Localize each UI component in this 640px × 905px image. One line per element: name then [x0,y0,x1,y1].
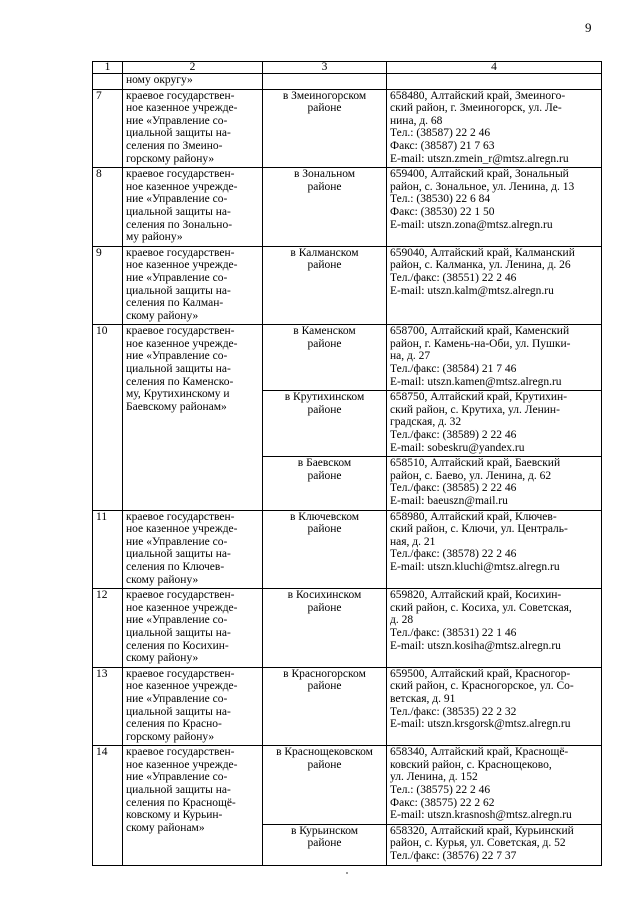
address-cell [387,589,602,668]
email-link[interactable]: E-mail: utszn.kamen@mtsz.alregn.ru [390,375,562,388]
address-line: ковский район, с. Краснощеково, [390,758,552,771]
address-line: 658480, Алтайский край, Змеиного- [390,89,566,102]
address-line: район, с. Курья, ул. Советская, д. 52 [390,837,566,850]
org-line: ное казенное учрежде- [126,180,238,193]
location-line: районе [307,403,342,416]
address-line: 659400, Алтайский край, Зональный [390,168,569,181]
page-number: 9 [585,20,592,35]
email-link[interactable]: E-mail: utszn.zmein_r@mtsz.alregn.ru [390,152,569,165]
address-line: Тел./факс: (38589) 2 22 46 [390,429,517,442]
location-line: районе [307,469,342,482]
location-line: в Каменском [293,325,356,338]
address-line: Факс: (38530) 22 1 50 [390,205,495,218]
row-number-cell: 9 [93,246,123,325]
address-line: Тел.: (38587) 22 2 46 [390,127,491,140]
address-line: 658750, Алтайский край, Крутихин- [390,391,568,404]
org-line: му району» [126,231,183,244]
org-line: ние «Управление со- [126,271,228,284]
org-line: ние «Управление со- [126,350,228,363]
location-cell [263,74,387,90]
address-cell [387,457,602,510]
table-row [93,246,602,325]
address-line: 659040, Алтайский край, Калманский [390,246,575,259]
email-link[interactable]: E-mail: utszn.krasnosh@mtsz.alregn.ru [390,809,572,822]
org-line: скому району» [126,573,199,586]
email-link[interactable]: E-mail: utszn.kosiha@mtsz.alregn.ru [390,639,561,652]
org-line: скому районам» [126,821,205,834]
org-line: ние «Управление со- [126,771,228,784]
address-line: 659500, Алтайский край, Красногор- [390,667,571,680]
org-line: краевое государствен- [126,168,235,181]
location-line: районе [307,102,342,115]
location-line: в Калманском [290,246,359,259]
address-line: 658340, Алтайский край, Краснощё- [390,746,569,759]
org-line: циальной защиты на- [126,363,231,376]
location-cell [263,746,387,825]
org-line: ное казенное учрежде- [126,601,238,614]
org-cell [123,89,263,168]
org-line: горскому району» [126,730,215,743]
continuation-row [93,74,602,90]
location-line: в Крутихинском [284,391,365,404]
org-line: циальной защиты на- [126,784,231,797]
email-link[interactable]: E-mail: utszn.zona@mtsz.alregn.ru [390,218,553,231]
registry-table [92,61,602,866]
location-line: районе [307,259,342,272]
location-cell [263,589,387,668]
row-number-cell: 12 [93,589,123,668]
header-cell: 1 [93,62,123,74]
location-line: в Змеиногорском [282,89,367,102]
table-row [93,325,602,391]
org-line: селения по Красно- [126,718,222,731]
org-line: селения по Краснощё- [126,796,236,809]
location-line: районе [307,758,342,771]
row-number-cell: 14 [93,746,123,865]
org-line: селения по Калман- [126,297,224,310]
org-line: краевое государствен- [126,589,235,602]
location-cell [263,510,387,589]
address-line: район, г. Камень-на-Оби, ул. Пушки- [390,337,571,350]
address-line: ский район, с. Крутиха, ул. Ленин- [390,403,560,416]
email-link[interactable]: E-mail: baeuszn@mail.ru [390,495,508,507]
org-line: скому району» [126,652,199,665]
address-line: Тел./факс: (38578) 22 2 46 [390,548,517,561]
org-line: краевое государствен- [126,325,235,338]
header-row [93,62,602,74]
location-cell [263,824,387,865]
row-number-cell [93,74,123,90]
org-cell [123,667,263,746]
address-line: ная, д. 21 [390,535,436,548]
org-line: ное казенное учрежде- [126,758,238,771]
address-line: 659820, Алтайский край, Косихин- [390,589,562,602]
org-line: ное казенное учрежде- [126,680,238,693]
address-line: 658320, Алтайский край, Курьинский [390,824,574,837]
table-row [93,667,602,746]
address-line: ский район, с. Ключи, ул. Централь- [390,523,568,536]
address-cell [387,667,602,746]
location-line: районе [307,601,342,614]
org-line: селения по Змеино- [126,139,223,152]
location-line: в Баевском [297,457,352,470]
address-line: 658510, Алтайский край, Баевский [390,457,561,470]
scan-speck [346,872,348,874]
org-line: ное казенное учрежде- [126,337,238,350]
address-line: 658980, Алтайский край, Ключев- [390,510,557,523]
org-line: селения по Ключев- [126,560,225,573]
org-line: ние «Управление со- [126,114,228,127]
row-number-cell: 7 [93,89,123,168]
address-line: Тел.: (38530) 22 6 84 [390,193,491,206]
org-line: циальной защиты на- [126,284,231,297]
location-line: в Курьинском [290,824,359,837]
address-line: Тел./факс: (38531) 22 1 46 [390,626,517,639]
address-line: д. 28 [390,614,414,627]
address-line: ветская, д. 91 [390,692,456,705]
org-line: ние «Управление со- [126,614,228,627]
address-line: ский район, г. Змеиногорск, ул. Ле- [390,102,562,115]
address-cell [387,325,602,391]
row-number-cell: 13 [93,667,123,746]
location-line: в Косихинском [287,589,362,602]
header-cell: 4 [387,62,602,74]
address-cell [387,168,602,247]
org-line: скому району» [126,309,199,322]
header-cell: 2 [123,62,263,74]
location-line: в Краснощековском [276,746,373,759]
location-line: районе [307,837,342,850]
email-link[interactable]: E-mail: utszn.krsgorsk@mtsz.alregn.ru [390,718,571,731]
address-cell [387,74,602,90]
address-line: район, с. Зональное, ул. Ленина, д. 13 [390,180,575,193]
org-line: циальной защиты на- [126,205,231,218]
location-cell [263,391,387,457]
address-line: градская, д. 32 [390,416,462,429]
org-cell [123,746,263,865]
address-line: Факс: (38575) 22 2 62 [390,796,495,809]
org-line: краевое государствен- [126,246,235,259]
org-line: циальной защиты на- [126,548,231,561]
row-number-cell: 8 [93,168,123,247]
org-line: ние «Управление со- [126,193,228,206]
address-line: Тел./факс: (38551) 22 2 46 [390,271,517,284]
org-cell [123,589,263,668]
address-line: Тел./факс: (38584) 21 7 46 [390,363,517,376]
org-cell [123,74,263,90]
address-cell [387,391,602,457]
org-cell [123,168,263,247]
org-line: селения по Каменско- [126,375,234,388]
address-cell [387,510,602,589]
org-line: Баевскому районам» [126,400,227,413]
table-row [93,89,602,168]
address-cell [387,824,602,865]
address-line: район, с. Баево, ул. Ленина, д. 62 [390,469,552,482]
org-line: краевое государствен- [126,667,235,680]
address-cell [387,746,602,825]
org-line: горскому району» [126,152,215,165]
address-line: нина, д. 68 [390,114,443,127]
org-line: ковскому и Курьин- [126,809,223,822]
org-line: циальной защиты на- [126,626,231,639]
org-cell [123,325,263,510]
org-line: циальной защиты на- [126,127,231,140]
org-line: селения по Косихин- [126,639,229,652]
table-row [93,589,602,668]
email-link[interactable]: E-mail: sobeskru@yandex.ru [390,441,525,454]
org-cell [123,510,263,589]
row-number-cell: 10 [93,325,123,510]
header-cell: 3 [263,62,387,74]
address-cell [387,246,602,325]
location-line: районе [307,680,342,693]
address-line: ский район, с. Косиха, ул. Советская, [390,601,572,614]
location-line: районе [307,523,342,536]
org-line: циальной защиты на- [126,705,231,718]
address-line: 658700, Алтайский край, Каменский [390,325,570,338]
address-line: Тел.: (38575) 22 2 46 [390,784,491,797]
table-row [93,746,602,825]
org-line: ние «Управление со- [126,535,228,548]
location-line: районе [307,180,342,193]
table-row [93,168,602,247]
org-line: краевое государствен- [126,89,235,102]
location-line: в Ключевском [289,510,360,523]
email-link[interactable]: E-mail: utszn.kalm@mtsz.alregn.ru [390,284,554,297]
address-line: район, с. Калманка, ул. Ленина, д. 26 [390,259,571,272]
org-line: ное казенное учрежде- [126,523,238,536]
location-cell [263,168,387,247]
address-line: Тел./факс: (38535) 22 2 32 [390,705,517,718]
location-line: в Красногорском [283,667,366,680]
table-row [93,510,602,589]
address-line: Тел./факс: (38576) 22 7 37 [390,850,517,863]
location-cell [263,667,387,746]
org-line: му, Крутихинскому и [126,388,230,401]
location-cell [263,325,387,391]
org-line: ное казенное учрежде- [126,259,238,272]
location-line: районе [307,337,342,350]
org-line: ному округу» [126,74,193,86]
org-line: краевое государствен- [126,746,235,759]
row-number-cell: 11 [93,510,123,589]
location-cell [263,89,387,168]
location-cell [263,246,387,325]
email-link[interactable]: E-mail: utszn.kluchi@mtsz.alregn.ru [390,560,560,573]
org-cell [123,246,263,325]
org-line: краевое государствен- [126,510,235,523]
address-line: ский район, с. Красногорское, ул. Со- [390,680,574,693]
org-line: ние «Управление со- [126,692,228,705]
address-line: Тел./факс: (38585) 2 22 46 [390,482,517,495]
location-line: в Зональном [293,168,356,181]
location-cell [263,457,387,510]
address-line: ул. Ленина, д. 152 [390,771,478,784]
org-line: ное казенное учрежде- [126,102,238,115]
address-line: Факс: (38587) 21 7 63 [390,139,495,152]
address-line: на, д. 27 [390,350,431,363]
org-line: селения по Зонально- [126,218,233,231]
address-cell [387,89,602,168]
